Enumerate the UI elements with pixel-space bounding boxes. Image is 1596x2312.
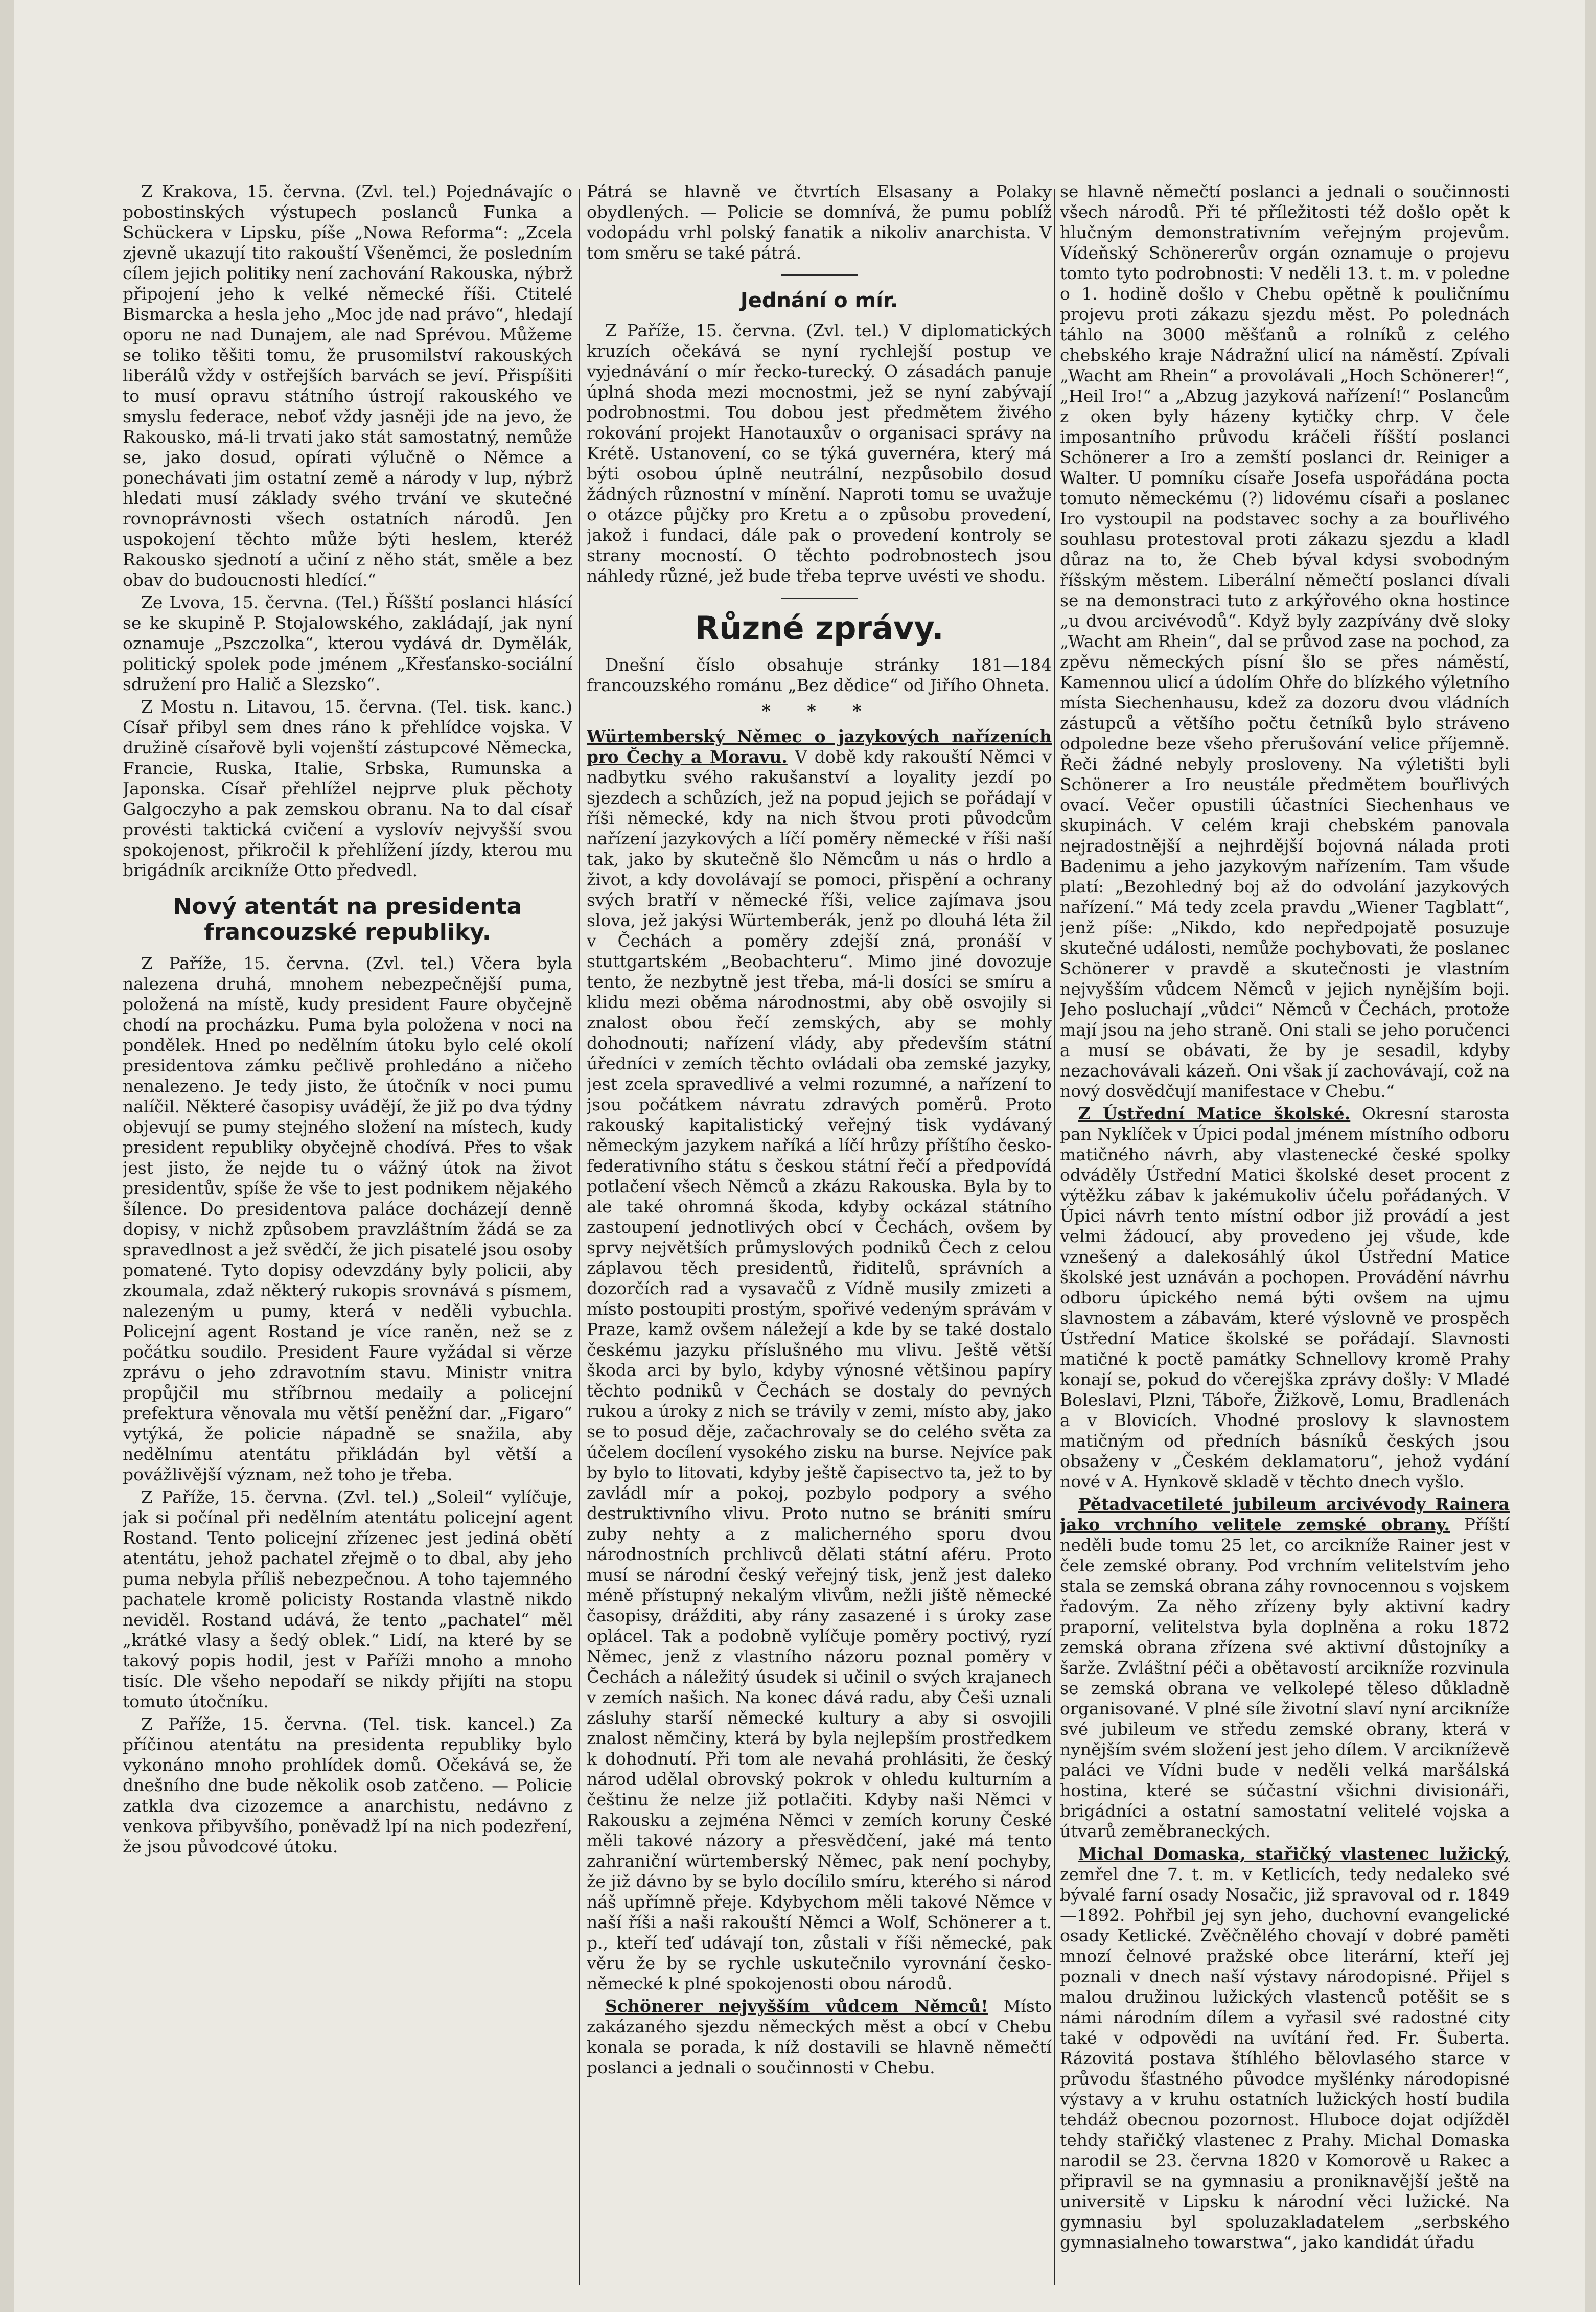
article-continuation: Pátrá se hlavně ve čtvrtích Elsasany a Polaky obydlených. — Policie se domnívá, že pumu poblíž vodopádu vrhl polský fanatik a nikoliv anarchista. V tom směru se také pátrá.	[587, 181, 1052, 263]
news-body-schonerer-cont: se hlavně němečtí poslanci a jednali o součinnosti všech národů. Při té příležitosti též došlo opět k hlučným demonstrativním veřejným projevům. Vídeňský Schönererův orgán oznamuje o projevu tomto tyto podrobnosti: V neděli 13. t. m. v poledne o 1. hodině došlo v Chebu opětně k pouličnímu projevu proti zákazu sjezdu měst. Po polednách táhlo na 3000 měšťanů a rolníků z celého chebského kraje Nádražní ulicí na náměstí. Zpívali „Wacht am Rhein“ a provolávali „Hoch Schönerer!“, „Heil Iro!“ a „Abzug jazyková nařízení!“ Poslancům z oken byly házeny kytičky chrp. V čele imposantního průvodu kráčeli říšští poslanci Schönerer a Iro a zemští poslanci dr. Reiniger a Walter. U pomníku císaře Josefa uspořádána pocta tomuto německému (?) lidovému císaři a poslanec Iro vystoupil na podstavec sochy a za bouřlivého souhlasu protestoval proti zákazu sjezdu a kladl důraz na to, že Cheb býval kdysi svobodným říšským městem. Liberální němečtí poslanci dívali se na demonstraci tuto z arkýřového okna hostince „u dvou arcivévodů“. Když byly zazpívány dvě sloky „Wacht am Rhein“, dal se průvod zase na pochod, za zpěvu německých písní šlo se přes náměstí, Kamennou ulicí a údolím Ohře do blízkého výletního místa Siechenhausu, kdež za dozoru dvou vládních zástupců a většího počtu četníků bylo stráveno odpoledne beze všeho přerušování velice příjemně. Řeči žádné nebyly prosloveny. Na výletišti byli Schönerer a Iro neustále předmětem bouřlivých ovací. Večer opustili účastníci Siechenhaus ve skupinách. V celém kraji chebském panovala nejradostnější a nejhrdější bojovná nálada proti Badenimu a jeho jazykovým nařízením. Tam všude platí: „Bezohledný boj až do odvolání jazykových nařízení.“ Má tedy zcela pravdu „Wiener Tagblatt“, jenž píše: „Nikdo, kdo nepředpojatě posuzuje skutečné události, nemůže pochybovati, že poslanec Schönerer v pravdě a skutečnosti je vlastním nejvyšším vůdcem Němců v jejich nynějším boji. Jeho posluchají „vůdci“ Němců v Čechách, protože mají jsou na jeho straně. Oni stali se jeho poručenci a musí se obávati, že by je sesadil, kdyby nezachovávali kázeň. Oni však jí zachovávají, což na nový dosvědčují manifestace v Chebu.“	[1060, 181, 1510, 1101]
news-title-domaska: Michal Domaska, stařičký vlastenec lužický,	[1078, 1844, 1510, 1864]
column-2	[587, 181, 1052, 2293]
page-edge-left	[0, 0, 14, 2312]
news-item-wurtemberg	[587, 726, 1052, 1994]
news-item-schonerer	[587, 1996, 1052, 2078]
separator	[781, 274, 858, 276]
news-body-domaska: zemřel dne 7. t. m. v Ketlicích, tedy nedaleko své bývalé farní osady Nosačic, již spravoval od r. 1849—1892. Pohřbil jej syn jeho, duchovní evangelické osady Ketlické. Zvěčnělého chovají v dobré paměti mnozí čelnové pražské obce literární, kteří jej poznali v dnech naší výstavy národopisné. Přijel s malou družinou lužických vlastenců potěšit se s námi národním dílem a vyřasil své radostné city také v odpovědi na uvítání řed. Fr. Šuberta. Rázovitá postava štíhlého bělovlasého starce v průvodu šťastného původce myšlénky národopisné výstavy a v kruhu ostatních lužických hostí budila tehdáž obecnou pozornost. Hluboce dojat odjížděl tehdy stařičký vlastenec z Prahy. Michal Domaska narodil se 23. června 1820 v Komorově u Rakec a připravil se na gymnasiu a proniknavější ještě na universitě v Lipsku k národní věci lužické. Na gymnasiu byl spoluzakladatelem „serbského gymnasialneho towarstwa“, jako kandidát úřadu	[1060, 1864, 1510, 2252]
news-body-schonerer: Místo zakázaného sjezdu německých měst a obcí v Chebu konala se porada, k níž dostavili se hlavně němečtí poslanci a jednali o součinnosti v Chebu.	[587, 1996, 1052, 2077]
column-rule	[1054, 189, 1055, 2285]
article-lvov: Ze Lvova, 15. června. (Tel.) Říšští poslanci hlásící se ke skupině P. Stojalowského, zakládají, jak nyní oznamuje „Pszczolka“, kterou vydává dr. Dymělák, politický spolek pode jménem „Křesťansko-sociální sdružení pro Halič a Slezsko“.	[123, 592, 572, 694]
article-most: Z Mostu n. Litavou, 15. června. (Tel. tisk. kanc.) Císař přibyl sem dnes ráno k přehlídce vojska. V družině císařově byli vojenští zástupcové Německa, Francie, Ruska, Italie, Srbska, Rumunska a Japonska. Císař přehlížel nejprve pluk pěchoty Galgoczyho a pak zemskou obranu. Na to dal císař provésti taktická cvičení a vyslovív nejvyšší svou spokojenost, přikročil k přehlížení jízdy, kterou mu brigádník arcikníže Otto předvedl.	[123, 697, 572, 880]
column-3	[1060, 181, 1510, 2293]
section-stars: * * *	[761, 701, 877, 721]
headline-ruzne-zpravy: Různé zprávy.	[695, 609, 944, 647]
news-item-matice	[1060, 1104, 1510, 1492]
column-1	[123, 181, 572, 2293]
news-title-rainer: Pětadvacetileté jubileum arcivévody Rainera jako vrchního velitele zemské obrany.	[1060, 1494, 1510, 1535]
headline-atentat: Nový atentát na presidenta francouzské republiky.	[173, 894, 522, 945]
news-item-rainer	[1060, 1494, 1510, 1842]
news-title-matice: Z Ústřední Matice školské.	[1078, 1104, 1351, 1124]
article-pariz-2: Z Paříže, 15. června. (Zvl. tel.) „Soleil“ vylíčuje, jak si počínal při nedělním atentátu policejní agent Rostand. Tento policejní zřízenec jest jediná obětí atentátu, jehož pachatel zřejmě o to dbal, aby jeho puma nebyla příliš nebezpečnou. A toho tajemného pachatele kromě policisty Rostanda vlastně nikdo neviděl. Rostand udává, že tento „pachatel“ měl „krátké vlasy a šedý oblek.“ Lidí, na které by se takový popis hodil, jest v Paříži mnoho a mnoho tisíc. Dle všeho nepodaří se nikdy přijíti na stopu tomuto útočníku.	[123, 1487, 572, 1711]
article-ohnet: Dnešní číslo obsahuje stránky 181—184 francouzského románu „Bez dědice“ od Jiřího Ohneta.	[587, 655, 1052, 695]
news-body-rainer: Příští neděli bude tomu 25 let, co arcikníže Rainer jest v čele zemské obrany. Pod vrchním velitelstvím jeho stala se zemská obrana záhy rovnocennou s vojskem řadovým. Za něho zřízeny byly aktivní kadry praporní, velitelstva byla doplněna a roku 1872 zemská obrana zřízena své aktivní důstojníky a šarže. Zvláštní péči a obětavostí arcikníže rozvinula se zemská obrana ve velkolepé těleso důkladně organisované. V plné síle životní slaví nyní arcikníže své jubileum ve středu zemské obrany, která v nynějším svém složení jest jeho dílem. V arcikníževě paláci ve Vídni bude v neděli velká maršálská hostina, které se súčastní všichni divisionáři, brigádníci a ostatní samostatní velitelé vojska a útvarů zeměbraneckých.	[1060, 1515, 1510, 1841]
article-pariz-1: Z Paříže, 15. června. (Zvl. tel.) Včera byla nalezena druhá, mnohem nebezpečnější puma, položená na místě, kudy president Faure obyčejně chodí na procházku. Puma byla položena v noci na pondělek. Hned po nedělním útoku bylo celé okolí presidentova zámku pečlivě prohledáno a ničeho nenalezeno. Je tedy jisto, že útočník v noci pumu nalíčil. Některé časopisy uvádějí, že již po dva týdny objevují se pumy stejného složení na místech, kudy president republiky obyčejně chodívá. Přes to však jest jisto, že nejde tu o vážný útok na život presidentův, spíše že vše to jest podnikem nějakého šílence. Do presidentova paláce docházejí denně dopisy, v nichž způsobem pravzláštním žádá se za spravedlnost a jež svědčí, že jich pisatelé jsou osoby pomatené. Tyto dopisy odevzdány byly policii, aby zkoumala, zdaž některý rukopis srovnává s písmem, nalezeným u pumy, která v neděli vybuchla. Policejní agent Rostand je více raněn, než se z počátku soudilo. President Faure vyžádal si věrze zprávu o jeho zdravotním stavu. Ministr vnitra propůjčil mu stříbrnou medaily a policejní prefektura věnovala mu větší peněžní dar. „Figaro“ vytýká, že policie nápadně se snažila, aby nedělnímu atentátu přikládán byl větší a povážlivější význam, než toho je třeba.	[123, 953, 572, 1484]
news-body-wurtemberg: V době kdy rakouští Němci v nadbytku svého rakušanství a loyality jezdí po sjezdech a schůzích, jež na popud jejich se pořádají v říši německé, kdy na nich štvou proti původcům nařízení jazykových a líčí poměry německé v říši naší tak, jako by skutečně šlo Němcům u nás o hrdlo a život, a kdy dovolávají se pomoci, přispění a ochrany svých bratří v německé říši, velice zajímava jsou slova, jež jakýsi Würtemberák, jenž po dlouhá léta žil v Čechách a poměry zdejší zná, pronáší v stuttgartském „Beobachteru“. Mimo jiné dovozuje tento, že nezbytně jest třeba, má-li dosíci se smíru a klidu mezi oběma národnostmi, aby obě osvojily si znalost obou řečí zemských, aby se mohly dohodnouti; nařízení vlády, aby především státní úředníci v zemích těchto ovládali oba zemské jazyky, jest zcela spravedlivé a velmi rozumné, a nařízení to jsou počátkem návratu zdravých poměrů. Proto rakouský kapitalistický veřejný tisk vydávaný německým jazykem naříká a líčí hrůzy příštího česko-federativního státu s českou státní řečí a předpovídá potlačení všech Němců a zkázu Rakouska. Byla by to ale také ohromná škoda, kdyby ockázal státního zastoupení jednotlivých obcí v Čechách, ovšem by sprvy největších průmyslových podniků Čech z celou záplavou těch presidentů, řiditelů, správních a dozorčích rad a vysavačů z Vídně musily zmizeti a místo postoupiti prostým, spořivé vedeným správám v Praze, kamž ovšem náležejí a kde by se také dostalo českému jazyku příslušného mu vlivu. Ještě větší škoda arci by bylo, kdyby výnosné většinou papíry těchto podniků v Čechách se dostaly do pevných rukou a úroky z nich se trávily v zemi, místo aby, jako se to posud děje, začachrovaly se do celého světa za účelem docílení vysokého zisku na burse. Nejvíce pak by bylo to litovati, kdyby ještě čapisectvo ta, jež to by zavládl mír a pokoj, pozbylo podpory a svého destruktivního vlivu. Proto nutno se brániti smíru zuby nehty a z malicherného sporu dvou národnostních prchlivců dělati státní aféru. Proto musí se národní český veřejný tisk, jenž jest daleko méně přístupný nekalým vlivům, nežli jiště německé časopisy, drážditi, aby rány zasazené i s úroky zase oplácel. Tak a podobně vylíčuje poměry poctivý, ryzí Němec, jenž z vlastního názoru poznal poměry v Čechách a náležitý úsudek si učinil o svých krajanech v zemích našich. Na konec dává radu, aby Češi uznali zásluhy starší německé kultury a aby si osvojili znalost němčiny, která by byla nejlepším prostředkem k dohodnutí. Při tom ale nevahá prohlásiti, že český národ udělal obrovský pokrok v ohledu kulturním a češtinu že nelze již potlačiti. Kdyby naši Němci v Rakousku a zejména Němci v zemích koruny České měli takové názory a přesvědčení, jaké má tento zahraniční würtemberský Němec, pak není pochyby, že již dávno by se bylo docílilo smíru, kterého si národ náš upřímně přeje. Kdybychom měli takové Němce v naší říši a naši rakouští Němci a Wolf, Schönerer a t. p., kteří teď udávají ton, zůstali v říši německé, pak věru že by se rychle uskutečnilo vyrovnání česko-německé k plné spokojenosti obou národů.	[587, 747, 1052, 1994]
article-pariz-3: Z Paříže, 15. června. (Tel. tisk. kancel.) Za příčinou atentátu na presidenta republiky bylo vykonáno mnoho prohlídek domů. Očekává se, že dnešního dne bude několik osob zatčeno. — Policie zatkla dva cizozemce a anarchistu, nedávno z venkova přibyvšího, poněvadž lpí na nich podezření, že jsou původcové útoku.	[123, 1714, 572, 1857]
separator	[781, 598, 858, 599]
news-title-schonerer: Schönerer nejvyšším vůdcem Němců!	[605, 1996, 988, 2016]
news-body-matice: Okresní starosta pan Nyklíček v Úpici podal jménem místního odboru matičného návrh, aby vlastenecké české spolky odváděly Ústřední Matici školské deset procent z výtěžku zábav k jakémukoliv účelu pořádaných. V Úpici návrh tento místní odbor již provádí a jest velmi žádoucí, aby provedeno jej všude, kde vznešený a dalekosáhlý úkol Ústřední Matice školské jest uznáván a pochopen. Provádění návrhu odboru úpického nemá býti ovšem na ujmu slavnostem a zábavám, které výslovně ve prospěch Ústřední Matice školské se pořádají. Slavnosti matičné k poctě památky Schnellovy kromě Prahy konají se, pokud do včerejška zprávy došly: V Mladé Boleslavi, Plzni, Táboře, Žižkově, Lomu, Bradlenách a v Blovicích. Vhodné proslovy k slavnostem matičným od předních básníků českých jsou obsaženy v „Českém deklamatoru“, jehož vydání nové v A. Hynkově skladě v těchto dnech vyšlo.	[1060, 1104, 1510, 1492]
news-item-domaska	[1060, 1844, 1510, 2253]
headline-mir: Jednání o mír.	[740, 289, 898, 312]
column-rule	[579, 189, 580, 2285]
page-edge-right	[1585, 0, 1596, 2312]
article-mir: Z Paříže, 15. června. (Zvl. tel.) V diplomatických kruzích očekává se nyní rychlejší postup ve vyjednávání o mír řecko-turecký. O zásadách panuje úplná shoda mezi mocnostmi, jež se nyní zabývají podrobnostmi. Tou dobou jest předmětem živého rokování projekt Hanotauxův o organisaci správy na Krétě. Ustanovení, co se týká guvernéra, který má býti osobou úplně neutrální, nezpůsobilo dosud žádných různostní v mínění. Naproti tomu se uvažuje o otázce půjčky pro Kretu a o způsobu provedení, jakož i fundaci, dále pak o provedení kontroly se strany mocností. O těchto podrobnostech jsou náhledy různé, jež bude třeba teprve uvésti ve shodu.	[587, 321, 1052, 586]
news-title-wurtemberg: Würtemberský Němec o jazykových nařízeních pro Čechy a Moravu.	[587, 726, 1052, 767]
article-krakov: Z Krakova, 15. června. (Zvl. tel.) Pojednávajíc o pobostinských výstupech poslanců Funka a Schückera v Lipsku, píše „Nowa Reforma“: „Zcela zjevně ukazují tito rakouští Všeněmci, že posledním cílem jejich politiky není zachování Rakouska, nýbrž připojení jeho k velké německé říši. Ctitelé Bismarcka a hesla jeho „Moc jde nad právo“, hledají oporu ne nad Dunajem, ale nad Sprévou. Můžeme se toliko těšiti tomu, že prusomilství rakouských liberálů vždy v ostřejších barvách se jeví. Přispíšiti to musí opravu státního ústrojí rakouského ve smyslu federace, neboť vždy jasněji jde na jevo, že Rakousko, má-li trvati jako stát samostatný, nemůže se, jako dosud, opírati výlučně o Němce a ponechávati jim ostatní země a národy v lup, nýbrž hledati musí základy svého trvání ve skutečné rovnoprávnosti všech ostatních národů. Jen uspokojení těchto může býti heslem, kteréž Rakousko sjednotí a učiní z něho stát, směle a bez obav do budoucnosti hledící.“	[123, 181, 572, 590]
